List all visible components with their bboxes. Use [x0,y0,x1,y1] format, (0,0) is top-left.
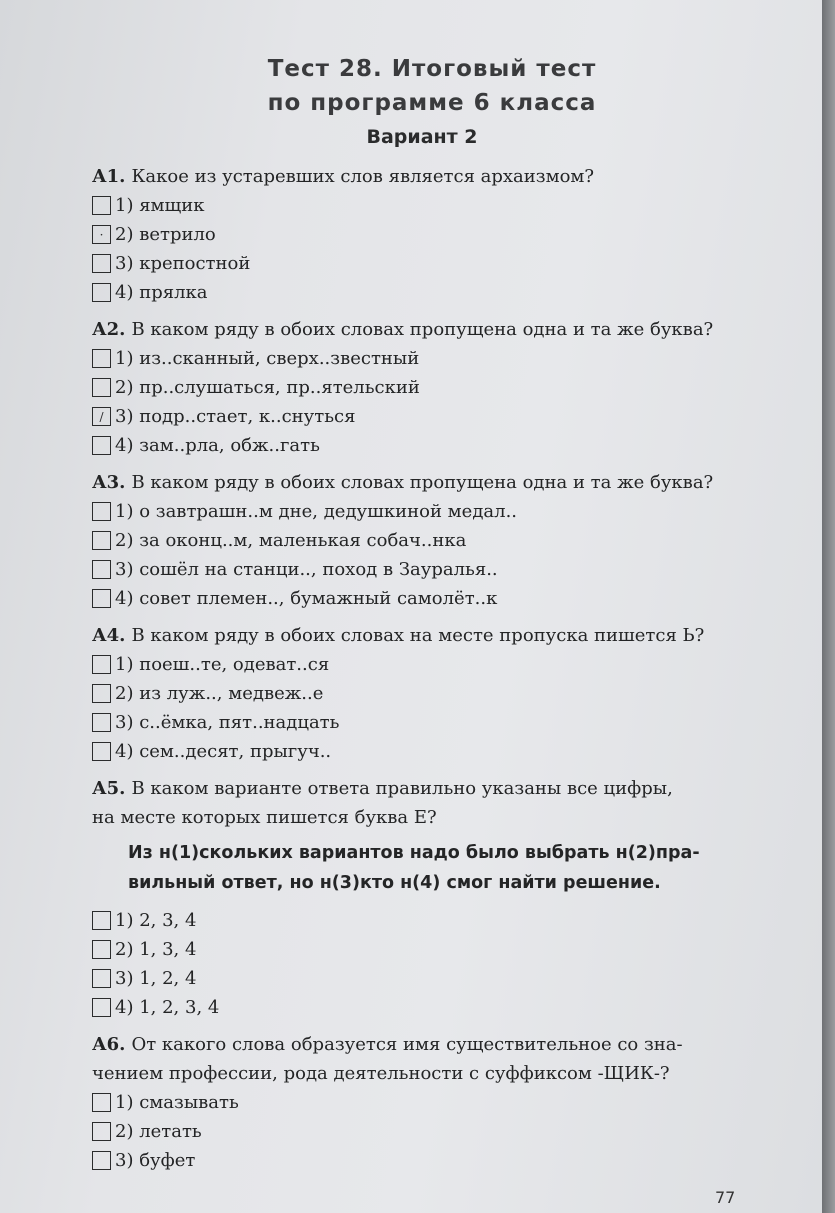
test-title [112,52,752,120]
answer-option [92,906,752,935]
page-number: 77 [715,1188,736,1207]
answer-option [92,526,752,555]
answer-checkbox[interactable] [92,684,111,703]
question-text: В каком ряду в обоих словах на месте пропуска пишется Ь? [131,625,705,646]
option-label: 2) из луж.., медвеж..е [115,683,324,704]
option-label: 1) поеш..те, одеват..ся [115,654,330,675]
answer-checkbox[interactable] [92,1093,111,1112]
answer-checkbox[interactable]: / [92,407,111,426]
answer-option [92,993,752,1022]
answer-option [92,1146,752,1175]
option-label: 2) пр..слушаться, пр..ятельский [115,377,420,398]
title-line-2: по программе 6 класса [267,90,597,116]
option-label: 3) 1, 2, 4 [115,968,197,989]
sample-line-2: вильный ответ, но н(3)кто н(4) смог найти решение. [128,873,661,893]
option-label: 3) буфет [115,1150,196,1171]
question-text: От какого слова образуется имя существительное со зна- [131,1034,683,1055]
question-number: А6. [92,1034,126,1055]
question-number: А5. [92,778,126,799]
answer-option [92,964,752,993]
question-text: В каком варианте ответа правильно указаны все цифры, [131,778,673,799]
answer-option [92,344,752,373]
question-number: А1. [92,166,126,187]
question-text-continued: на месте которых пишется буква Е? [92,807,437,828]
answer-checkbox[interactable] [92,531,111,550]
option-label: 4) прялка [115,282,208,303]
answer-checkbox[interactable] [92,560,111,579]
answer-checkbox[interactable] [92,998,111,1017]
answer-checkbox[interactable] [92,378,111,397]
answer-option [92,650,752,679]
answer-checkbox[interactable] [92,349,111,368]
answer-checkbox[interactable] [92,283,111,302]
variant-heading: Вариант 2 [366,126,478,148]
answer-option [92,373,752,402]
answer-checkbox[interactable] [92,1151,111,1170]
answer-option [92,220,752,249]
question-text: Какое из устаревших слов является архаизмом? [131,166,595,187]
option-label: 4) совет племен.., бумажный самолёт..к [115,588,498,609]
answer-checkbox[interactable] [92,713,111,732]
option-label: 2) 1, 3, 4 [115,939,197,960]
sample-sentence [128,838,752,898]
answer-option [92,431,752,460]
answer-checkbox[interactable] [92,502,111,521]
option-label: 2) за оконц..м, маленькая собач..нка [115,530,467,551]
question-a3 [92,468,752,613]
option-label: 1) 2, 3, 4 [115,910,197,931]
option-label: 3) крепостной [115,253,251,274]
answer-option [92,584,752,613]
title-line-1: Тест 28. Итоговый тест [267,56,597,82]
answer-checkbox[interactable] [92,254,111,273]
option-label: 4) зам..рла, обж..гать [115,435,320,456]
answer-option [92,555,752,584]
question-text-continued: чением профессии, рода деятельности с суффиксом -ЩИК-? [92,1063,670,1084]
option-label: 3) подр..стает, к..снуться [115,406,356,427]
question-number: А3. [92,472,126,493]
answer-option [92,708,752,737]
answer-option [92,1088,752,1117]
answer-option [92,679,752,708]
question-a5 [92,774,752,1022]
option-label: 1) ямщик [115,195,205,216]
option-label: 4) сем..десят, прыгуч.. [115,741,332,762]
question-number: А4. [92,625,126,646]
answer-option [92,737,752,766]
answer-checkbox[interactable] [92,196,111,215]
question-a4 [92,621,752,766]
option-label: 1) о завтрашн..м дне, дедушкиной медал.. [115,501,518,522]
answer-option [92,278,752,307]
answer-option [92,402,752,431]
answer-checkbox[interactable] [92,1122,111,1141]
question-a1 [92,162,752,307]
answer-checkbox[interactable] [92,969,111,988]
option-label: 2) летать [115,1121,202,1142]
page-edge-shadow [822,0,835,1213]
option-label: 1) из..сканный, сверх..звестный [115,348,420,369]
answer-option [92,497,752,526]
option-label: 3) сошёл на станци.., поход в Зауралья.. [115,559,498,580]
option-label: 1) смазывать [115,1092,239,1113]
answer-checkbox[interactable] [92,911,111,930]
question-a6 [92,1030,752,1175]
answer-checkbox[interactable] [92,436,111,455]
answer-checkbox[interactable] [92,589,111,608]
answer-checkbox[interactable] [92,655,111,674]
option-label: 2) ветрило [115,224,216,245]
question-a2 [92,315,752,460]
answer-checkbox[interactable] [92,940,111,959]
answer-option [92,249,752,278]
question-number: А2. [92,319,126,340]
sample-line-1: Из н(1)скольких вариантов надо было выбрать н(2)пра- [128,843,700,863]
answer-checkbox[interactable] [92,742,111,761]
option-label: 4) 1, 2, 3, 4 [115,997,220,1018]
question-text: В каком ряду в обоих словах пропущена одна и та же буква? [131,319,714,340]
question-text: В каком ряду в обоих словах пропущена одна и та же буква? [131,472,714,493]
answer-option [92,191,752,220]
answer-option [92,1117,752,1146]
answer-option [92,935,752,964]
test-content [92,52,752,1183]
answer-checkbox[interactable]: · [92,225,111,244]
option-label: 3) с..ёмка, пят..надцать [115,712,340,733]
